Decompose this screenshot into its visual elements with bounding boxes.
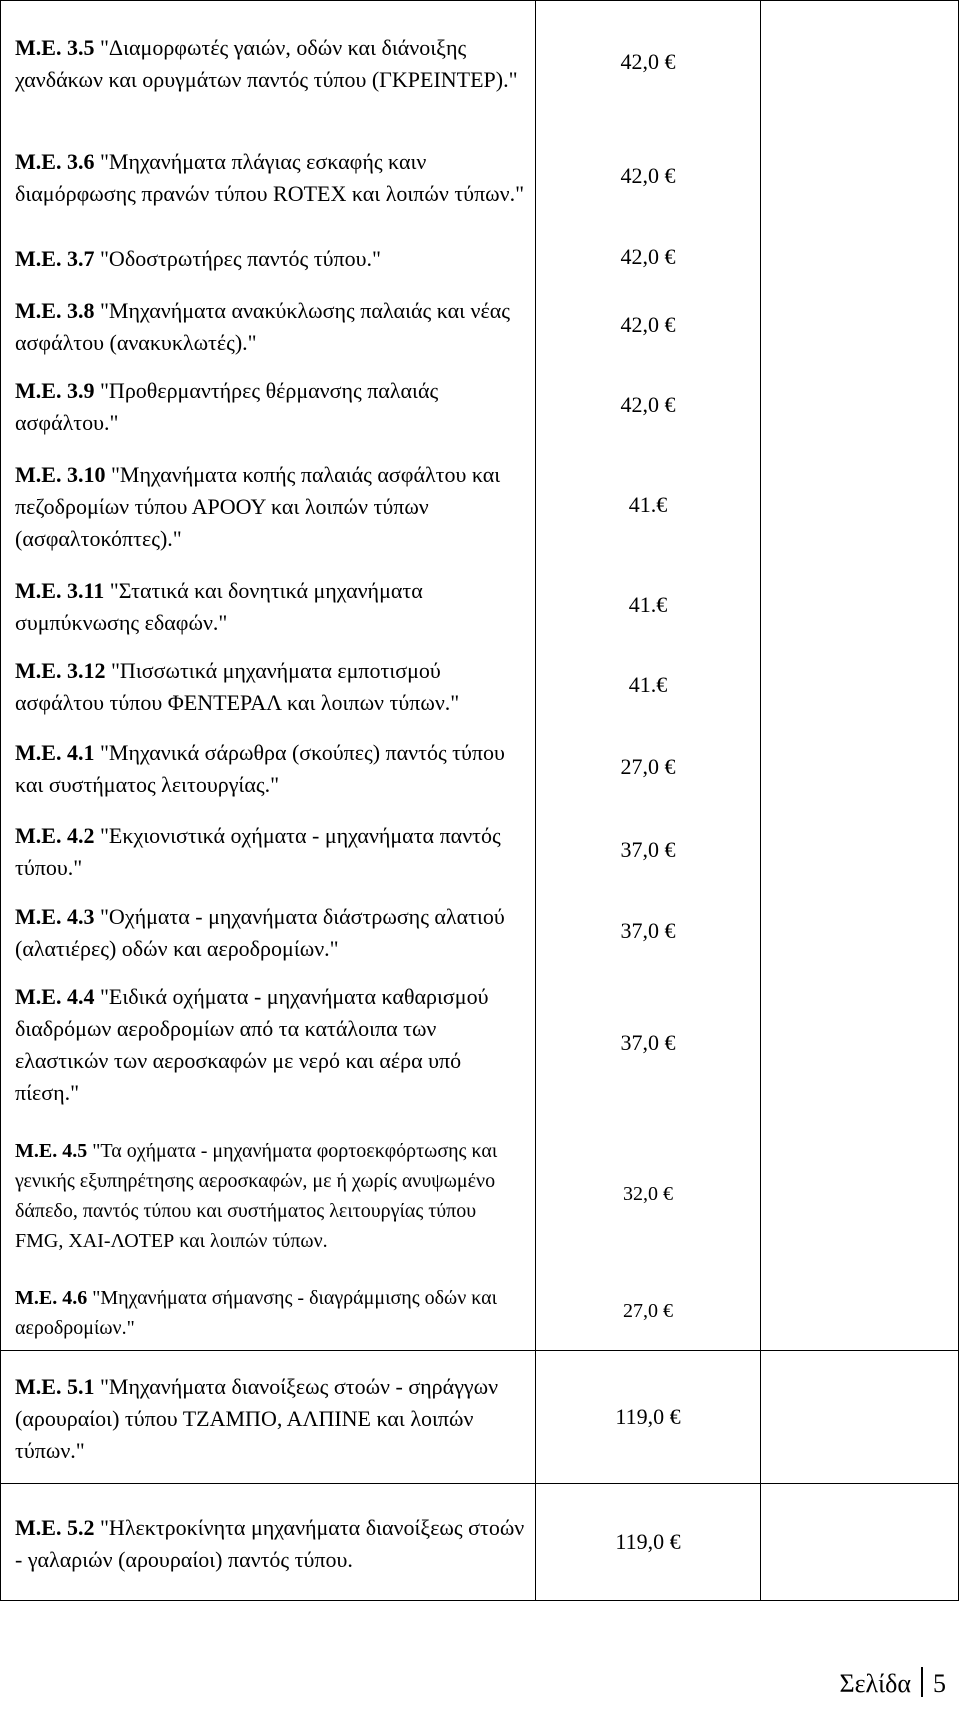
row-empty-cell [761, 1, 959, 124]
row-value: 42,0 € [536, 124, 761, 229]
row-empty-cell [761, 1351, 959, 1484]
row-value: 37,0 € [536, 891, 761, 971]
table-row [1, 971, 959, 1115]
table-row [1, 1115, 959, 1273]
table-row [1, 645, 959, 725]
row-value: 41.€ [536, 565, 761, 645]
row-empty-cell [761, 285, 959, 365]
table-row [1, 725, 959, 809]
table-row [1, 229, 959, 285]
row-empty-cell [761, 124, 959, 229]
table-row [1, 365, 959, 445]
row-description: Μ.Ε. 4.4 "Ειδικά οχήματα - μηχανήματα καθαρισμού διαδρόμων αεροδρομίων από τα κατάλοιπα των ελαστικών των αεροσκαφών με νερό και αέρα υπό πίεση." [1, 971, 536, 1115]
row-description: Μ.Ε. 4.6 "Μηχανήματα σήμανσης - διαγράμμισης οδών και αεροδρομίων." [1, 1273, 536, 1351]
row-description: Μ.Ε. 4.3 "Οχήματα - μηχανήματα διάστρωσης αλατιού (αλατιέρες) οδών και αεροδρομίων." [1, 891, 536, 971]
row-value: 42,0 € [536, 365, 761, 445]
row-empty-cell [761, 565, 959, 645]
row-description: Μ.Ε. 3.8 "Μηχανήματα ανακύκλωσης παλαιάς και νέας ασφάλτου (ανακυκλωτές)." [1, 285, 536, 365]
row-description: Μ.Ε. 5.1 "Μηχανήματα διανοίξεως στοών - σηράγγων (αρουραίοι) τύπου ΤΖΑΜΠΟ, ΑΛΠΙΝΕ και λοιπών τύπων." [1, 1351, 536, 1484]
page-label: Σελίδα [839, 1669, 911, 1698]
row-value: 41.€ [536, 645, 761, 725]
row-description: Μ.Ε. 4.1 "Μηχανικά σάρωθρα (σκούπες) παντός τύπου και συστήματος λειτουργίας." [1, 725, 536, 809]
table-row [1, 809, 959, 891]
row-value: 27,0 € [536, 1273, 761, 1351]
row-description: Μ.Ε. 3.9 "Προθερμαντήρες θέρμανσης παλαιάς ασφάλτου." [1, 365, 536, 445]
row-description: Μ.Ε. 5.2 "Ηλεκτροκίνητα μηχανήματα διανοίξεως στοών - γαλαριών (αρουραίοι) παντός τύπου. [1, 1484, 536, 1601]
row-empty-cell [761, 891, 959, 971]
table-row [1, 565, 959, 645]
page-footer [839, 1667, 946, 1699]
row-empty-cell [761, 1484, 959, 1601]
row-value: 42,0 € [536, 285, 761, 365]
row-empty-cell [761, 725, 959, 809]
row-description: Μ.Ε. 3.6 "Μηχανήματα πλάγιας εσκαφής καιν διαμόρφωσης πρανών τύπου ROTEX και λοιπών τύπων." [1, 124, 536, 229]
row-empty-cell [761, 229, 959, 285]
row-empty-cell [761, 1115, 959, 1273]
table-row [1, 1484, 959, 1601]
table-row [1, 1, 959, 124]
row-empty-cell [761, 971, 959, 1115]
row-value: 119,0 € [536, 1484, 761, 1601]
footer-separator [921, 1667, 923, 1697]
row-description: Μ.Ε. 4.5 "Τα οχήματα - μηχανήματα φορτοεκφόρτωσης και γενικής εξυπηρέτησης αεροσκαφών, με ή χωρίς ανυψωμένο δάπεδο, παντός τύπου και συστήματος λειτουργίας τύπου FMG, ΧΑΙ-ΛΟΤΕΡ και λοιπών τύπων. [1, 1115, 536, 1273]
row-description: Μ.Ε. 4.2 "Εκχιονιστικά οχήματα - μηχανήματα παντός τύπου." [1, 809, 536, 891]
row-empty-cell [761, 809, 959, 891]
row-value: 37,0 € [536, 809, 761, 891]
table-row [1, 1351, 959, 1484]
row-value: 27,0 € [536, 725, 761, 809]
page-number: 5 [933, 1669, 946, 1698]
row-empty-cell [761, 365, 959, 445]
row-description: Μ.Ε. 3.5 "Διαμορφωτές γαιών, οδών και διάνοιξης χανδάκων και ορυγμάτων παντός τύπου (ΓΚΡΕΙΝΤΕΡ)." [1, 1, 536, 124]
row-value: 32,0 € [536, 1115, 761, 1273]
row-value: 119,0 € [536, 1351, 761, 1484]
row-value: 41.€ [536, 445, 761, 565]
row-description: Μ.Ε. 3.10 "Μηχανήματα κοπής παλαιάς ασφάλτου και πεζοδρομίων τύπου ΑΡΟΟΥ και λοιπών τύπων (ασφαλτοκόπτες)." [1, 445, 536, 565]
row-value: 37,0 € [536, 971, 761, 1115]
table-row [1, 445, 959, 565]
row-empty-cell [761, 445, 959, 565]
row-value: 42,0 € [536, 229, 761, 285]
table-row [1, 285, 959, 365]
row-value: 42,0 € [536, 1, 761, 124]
row-description: Μ.Ε. 3.7 "Οδοστρωτήρες παντός τύπου." [1, 229, 536, 285]
row-description: Μ.Ε. 3.11 "Στατικά και δονητικά μηχανήματα συμπύκνωσης εδαφών." [1, 565, 536, 645]
row-empty-cell [761, 645, 959, 725]
table-row [1, 891, 959, 971]
table-row [1, 124, 959, 229]
row-description: Μ.Ε. 3.12 "Πισσωτικά μηχανήματα εμποτισμού ασφάλτου τύπου ΦΕΝΤΕΡΑΛ και λοιπων τύπων." [1, 645, 536, 725]
table-row [1, 1273, 959, 1351]
row-empty-cell [761, 1273, 959, 1351]
